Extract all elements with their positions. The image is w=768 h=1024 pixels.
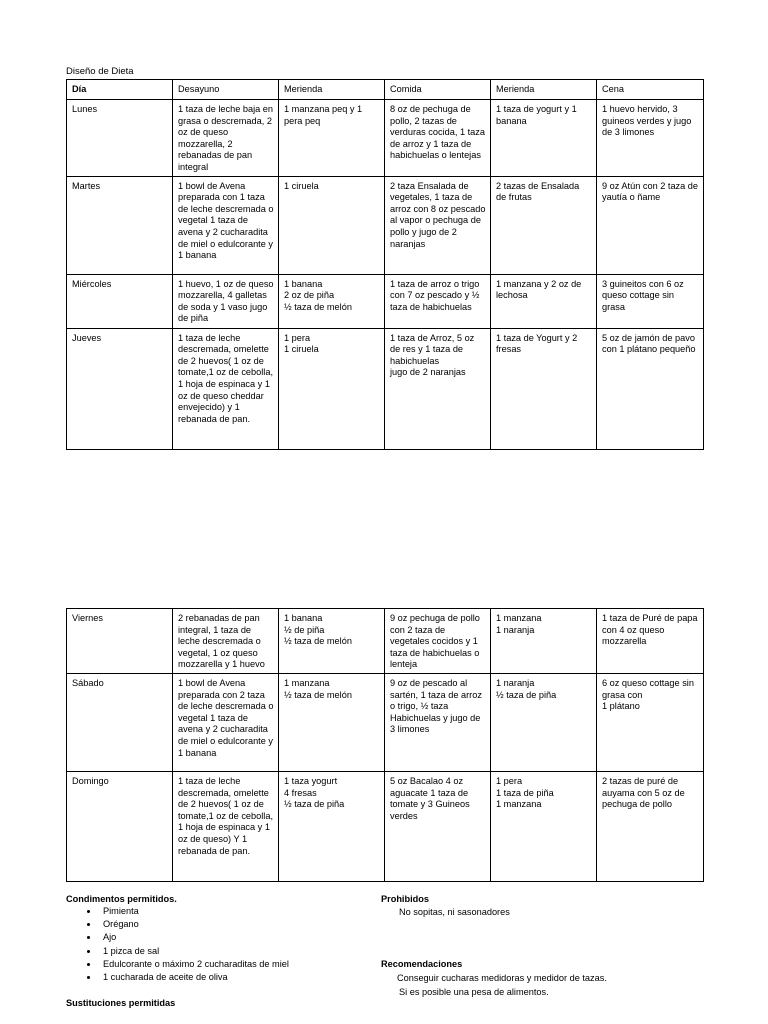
snack-1-cell: 1 banana 2 oz de piña ½ taza de melón	[279, 274, 385, 328]
day-cell: Miércoles	[67, 274, 173, 328]
breakfast-cell: 1 bowl de Avena preparada con 1 taza de leche descremada o vegetal 1 taza de avena y 2 cucharadita de miel o edulcorante y 1 banana	[173, 176, 279, 274]
day-cell: Sábado	[67, 673, 173, 771]
snack-1-cell: 1 ciruela	[279, 176, 385, 274]
day-cell: Domingo	[67, 771, 173, 881]
breakfast-cell: 1 taza de leche descremada, omelette de 2 huevos( 1 oz de tomate,1 oz de cebolla, 1 hoja de espinaca y 1 oz de queso cheddar envejecido) y 1 rebanada de pan.	[173, 328, 279, 449]
table-row-miercoles	[67, 274, 704, 328]
day-cell: Martes	[67, 176, 173, 274]
lunch-cell: 8 oz de pechuga de pollo, 2 tazas de verduras cocida, 1 taza de arroz y 1 taza de habichuelas o lentejas	[385, 100, 491, 177]
table-row-viernes	[67, 609, 704, 674]
day-cell: Viernes	[67, 609, 173, 674]
table-row-sabado	[67, 673, 704, 771]
day-cell: Lunes	[67, 100, 173, 177]
prohibited-text: No sopitas, ni sasonadores	[399, 907, 510, 917]
list-item: • Pimienta	[99, 905, 289, 918]
breakfast-cell: 1 taza de leche baja en grasa o descremada, 2 oz de queso mozzarella, 2 rebanadas de pan integral	[173, 100, 279, 177]
dinner-cell: 9 oz Atún con 2 taza de yautía o ñame	[597, 176, 704, 274]
recommendation-line-1: Conseguir cucharas medidoras y medidor de tazas.	[397, 973, 607, 983]
snack-1-cell: 1 pera 1 ciruela	[279, 328, 385, 449]
snack-1-cell: 1 banana ½ de piña ½ taza de melón	[279, 609, 385, 674]
dinner-cell: 6 oz queso cottage sin grasa con 1 plátano	[597, 673, 704, 771]
list-item: • Ajo	[99, 931, 289, 944]
header-day: Día	[67, 80, 173, 100]
allowed-condiments-heading: Condimentos permitidos.	[66, 894, 177, 904]
snack-2-cell: 1 taza de yogurt y 1 banana	[491, 100, 597, 177]
breakfast-cell: 2 rebanadas de pan integral, 1 taza de leche descremada o vegetal, 1 oz queso mozzarella y 1 huevo	[173, 609, 279, 674]
dinner-cell: 2 tazas de puré de auyama con 5 oz de pechuga de pollo	[597, 771, 704, 881]
snack-1-cell: 1 manzana peq y 1 pera peq	[279, 100, 385, 177]
snack-1-cell: 1 manzana ½ taza de melón	[279, 673, 385, 771]
lunch-cell: 1 taza de Arroz, 5 oz de res y 1 taza de habichuelas jugo de 2 naranjas	[385, 328, 491, 449]
list-item: • 1 cucharada de aceite de oliva	[99, 971, 289, 984]
lunch-cell: 9 oz de pescado al sartén, 1 taza de arroz o trigo, ½ taza Habichuelas y jugo de 3 limones	[385, 673, 491, 771]
table-row-jueves	[67, 328, 704, 449]
list-item: • 1 pizca de sal	[99, 945, 289, 958]
dinner-cell: 1 huevo hervido, 3 guineos verdes y jugo de 3 limones	[597, 100, 704, 177]
recommendation-line-2: Si es posible una pesa de alimentos.	[399, 987, 549, 997]
recommendations-heading: Recomendaciones	[381, 959, 463, 969]
table-row-martes	[67, 176, 704, 274]
table-row-lunes	[67, 100, 704, 177]
day-cell: Jueves	[67, 328, 173, 449]
breakfast-cell: 1 huevo, 1 oz de queso mozzarella, 4 galletas de soda y 1 vaso jugo de piña	[173, 274, 279, 328]
list-item: • Edulcorante o máximo 2 cucharaditas de miel	[99, 958, 289, 971]
substitutions-heading: Sustituciones permitidas	[66, 998, 176, 1008]
snack-2-cell: 1 manzana 1 naranja	[491, 609, 597, 674]
breakfast-cell: 1 taza de leche descremada, omelette de 2 huevos( 1 oz de tomate,1 oz de cebolla, 1 hoja de espinaca y 1 oz de queso) Y 1 rebanada de pan.	[173, 771, 279, 881]
header-snack-1: Merienda	[279, 80, 385, 100]
list-item: • Orégano	[99, 918, 289, 931]
prohibited-heading: Prohibidos	[381, 894, 429, 904]
lunch-cell: 9 oz pechuga de pollo con 2 taza de vegetales cocidos y 1 taza de habichuelas o lenteja	[385, 609, 491, 674]
table-header-row	[67, 80, 704, 100]
document-title: Diseño de Dieta	[66, 66, 134, 77]
snack-2-cell: 1 taza de Yogurt y 2 fresas	[491, 328, 597, 449]
header-lunch: Comida	[385, 80, 491, 100]
snack-2-cell: 1 manzana y 2 oz de lechosa	[491, 274, 597, 328]
lunch-cell: 5 oz Bacalao 4 oz aguacate 1 taza de tomate y 3 Guineos verdes	[385, 771, 491, 881]
snack-2-cell: 2 tazas de Ensalada de frutas	[491, 176, 597, 274]
table-row-domingo	[67, 771, 704, 881]
snack-1-cell: 1 taza yogurt 4 fresas ½ taza de piña	[279, 771, 385, 881]
diet-table-week-part1	[66, 79, 704, 450]
header-snack-2: Merienda	[491, 80, 597, 100]
snack-2-cell: 1 naranja ½ taza de piña	[491, 673, 597, 771]
header-dinner: Cena	[597, 80, 704, 100]
dinner-cell: 5 oz de jamón de pavo con 1 plátano pequeño	[597, 328, 704, 449]
allowed-condiments-list	[66, 905, 289, 984]
lunch-cell: 1 taza de arroz o trigo con 7 oz pescado y ½ taza de habichuelas	[385, 274, 491, 328]
dinner-cell: 1 taza de Puré de papa con 4 oz queso mozzarella	[597, 609, 704, 674]
diet-table-week-part2	[66, 608, 704, 882]
snack-2-cell: 1 pera 1 taza de piña 1 manzana	[491, 771, 597, 881]
dinner-cell: 3 guineitos con 6 oz queso cottage sin grasa	[597, 274, 704, 328]
breakfast-cell: 1 bowl de Avena preparada con 2 taza de leche descremada o vegetal 1 taza de avena y 2 cucharadita de miel o edulcorante y 1 banana	[173, 673, 279, 771]
header-breakfast: Desayuno	[173, 80, 279, 100]
lunch-cell: 2 taza Ensalada de vegetales, 1 taza de arroz con 8 oz pescado al vapor o pechuga de pollo y jugo de 2 naranjas	[385, 176, 491, 274]
